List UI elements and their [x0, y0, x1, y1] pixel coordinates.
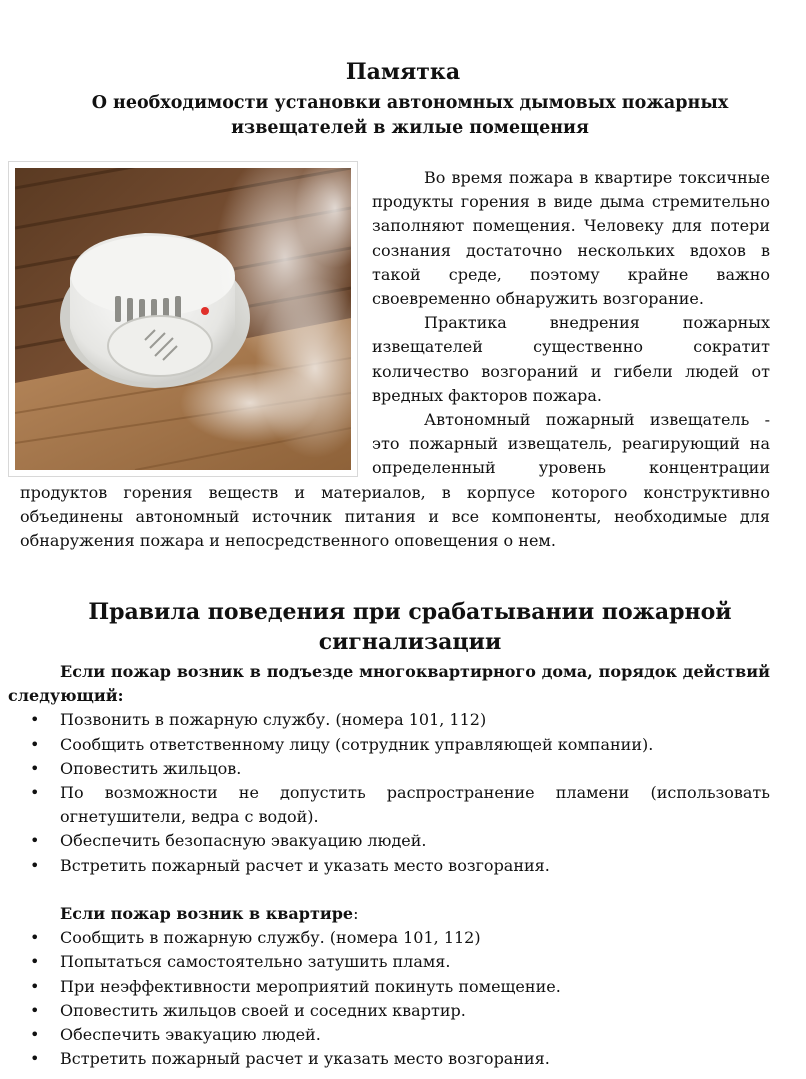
list-item-text: По возможности не допустить распространение пламени (использовать огнетушители, ведра с водой). — [60, 783, 770, 827]
list-item — [8, 733, 770, 757]
section-1-list — [8, 708, 770, 877]
list-item — [8, 1047, 770, 1071]
list-item-text: Обеспечить эвакуацию людей. — [60, 1025, 321, 1045]
list-item — [8, 829, 770, 853]
list-item-text: Позвонить в пожарную службу. (номера 101, 112) — [60, 710, 487, 730]
list-item — [8, 854, 770, 878]
list-item-text: Встретить пожарный расчет и указать место возгорания. — [60, 1049, 550, 1069]
bullet-icon: • — [30, 710, 40, 730]
bullet-icon: • — [30, 758, 40, 778]
bullet-icon: • — [30, 1025, 40, 1045]
bullet-icon: • — [30, 952, 40, 972]
list-item-text: Оповестить жильцов. — [60, 758, 242, 778]
rules-title: Правила поведения при срабатывании пожарной сигнализации — [88, 599, 732, 655]
list-item-text: При неэффективности мероприятий покинуть помещение. — [60, 976, 561, 996]
intro-paragraph-3: Автономный пожарный извещатель - это пожарный извещатель, реагирующий на определенный уровень концентрации продуктов горения веществ и материалов, в корпусе которого конструктивно объединены автономный источник питания и все компоненты, необходимые для обнаружения пожара и непосредственного оповещения о нем. — [20, 410, 770, 551]
intro-paragraph-2: Практика внедрения пожарных извещателей существенно сократит количество возгораний и гибели людей от вредных факторов пожара. — [372, 313, 770, 405]
list-item — [8, 999, 770, 1023]
section-apartment-fire — [8, 902, 770, 1071]
bullet-icon: • — [30, 976, 40, 996]
intro-text — [20, 166, 770, 553]
bullet-icon: • — [30, 734, 40, 754]
section-2-lead-text: Если пожар возник в квартире — [60, 904, 354, 923]
list-item-text: Попытаться самостоятельно затушить пламя. — [60, 952, 451, 972]
list-item-text: Встретить пожарный расчет и указать место возгорания. — [60, 855, 550, 875]
list-item — [8, 757, 770, 781]
page-title: Памятка — [345, 59, 461, 85]
section-1-lead-text: Если пожар возник в подъезде многоквартирного дома, порядок действий следующий — [8, 662, 770, 706]
page-subtitle: О необходимости установки автономных дымовых пожарных извещателей в жилые помещения — [91, 93, 729, 138]
bullet-icon: • — [30, 928, 40, 948]
list-item — [8, 926, 770, 950]
section-1-lead-colon: : — [117, 686, 124, 706]
list-item — [8, 781, 770, 829]
bullet-icon: • — [30, 831, 40, 851]
list-item — [8, 1023, 770, 1047]
list-item — [8, 708, 770, 732]
section-building-fire — [8, 660, 770, 878]
bullet-icon: • — [30, 1049, 40, 1069]
bullet-icon: • — [30, 783, 40, 803]
bullet-icon: • — [30, 1000, 40, 1020]
list-item-text: Оповестить жильцов своей и соседних квартир. — [60, 1000, 466, 1020]
bullet-icon: • — [30, 855, 40, 875]
intro-paragraph-1: Во время пожара в квартире токсичные продукты горения в виде дыма стремительно заполняют помещения. Человеку для потери сознания достаточно нескольких вдохов в такой среде, поэтому крайне важно своевременно обнаружить возгорание. — [372, 168, 770, 309]
list-item-text: Обеспечить безопасную эвакуацию людей. — [60, 831, 427, 851]
section-2-lead-colon: : — [353, 904, 359, 923]
section-1-lead — [8, 660, 770, 708]
list-item — [8, 975, 770, 999]
section-2-list — [8, 926, 770, 1071]
section-2-lead — [8, 902, 770, 926]
list-item-text: Сообщить ответственному лицу (сотрудник управляющей компании). — [60, 734, 654, 754]
list-item-text: Сообщить в пожарную службу. (номера 101, 112) — [60, 928, 481, 948]
list-item — [8, 950, 770, 974]
